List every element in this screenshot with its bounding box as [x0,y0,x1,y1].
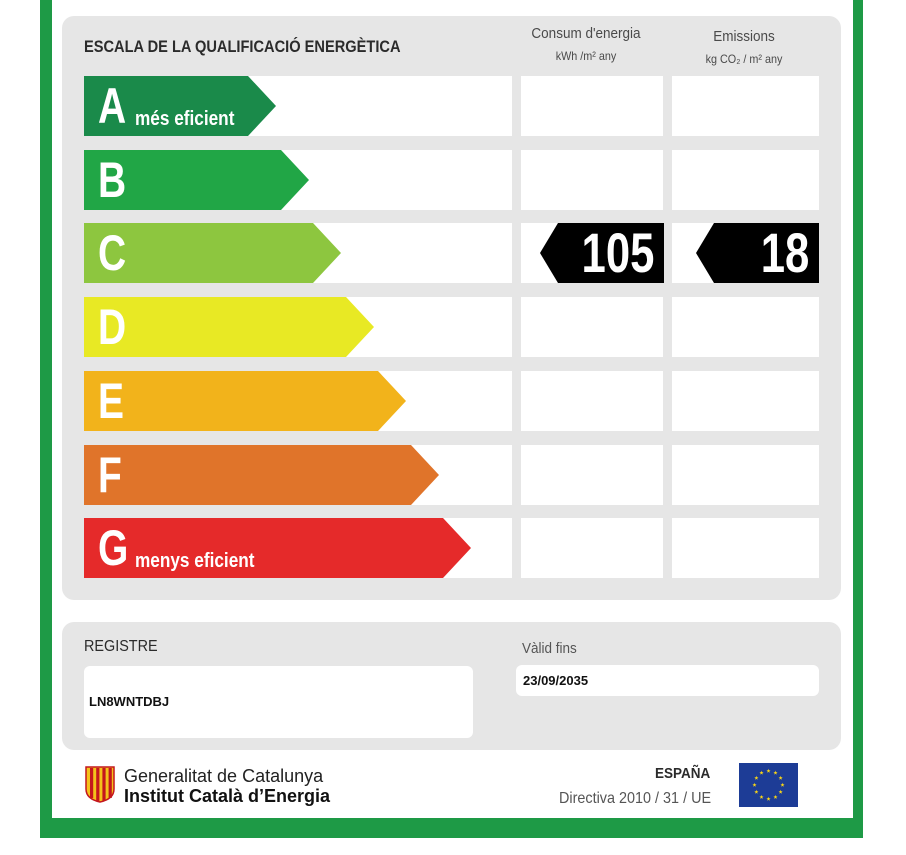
emissions-column-label: Emissions [713,28,775,45]
rating-arrow-g [84,518,471,578]
emissions-cell [672,297,819,357]
energy-column-unit: kWh /m² any [555,49,617,63]
rating-arrow-e [84,371,406,431]
rating-letter: D [98,299,127,355]
rating-letter: B [98,152,127,208]
rating-arrow-b [84,150,309,210]
emissions-value-marker [696,223,819,283]
emissions-cell [672,518,819,578]
energy-value: 105 [581,221,654,284]
energy-cell [521,445,663,505]
rating-letter: E [98,373,125,429]
rating-arrow-d [84,297,374,357]
energy-value-marker [540,223,664,283]
emissions-cell [672,76,819,136]
rating-arrow-shape [84,371,406,431]
emissions-cell [672,150,819,210]
emissions-value: 18 [760,221,809,284]
rating-letter: G [98,520,129,576]
issuer-name: Generalitat de Catalunya [124,766,324,786]
energy-cell [521,76,663,136]
scale-title: ESCALA DE LA QUALIFICACIÓ ENERGÈTICA [84,37,401,56]
eu-flag-icon [739,763,798,807]
energy-cell [521,297,663,357]
rating-arrow-a [84,76,276,136]
rating-caption: més eficient [135,108,235,130]
energy-cell [521,150,663,210]
emissions-cell [672,445,819,505]
rating-arrow-f [84,445,439,505]
validity-value: 23/09/2035 [523,673,589,688]
rating-arrow-shape [84,445,439,505]
energy-cell [521,518,663,578]
emissions-column-header [677,28,810,68]
energy-column-label: Consum d'energia [531,25,641,42]
validity-label: Vàlid fins [522,640,577,657]
energy-cell [521,371,663,431]
rating-letter: F [98,447,122,503]
rating-arrow-shape [84,297,374,357]
rating-letter: A [98,78,127,134]
country-label: ESPAÑA [655,765,711,782]
directive-label: Directiva 2010 / 31 / UE [559,790,712,807]
registry-value: LN8WNTDBJ [89,694,170,709]
institute-name: Institut Català d’Energia [124,786,331,806]
energy-column-header [523,25,649,65]
rating-letter: C [98,225,127,281]
registry-label: REGISTRE [84,638,158,655]
generalitat-logo-icon [84,765,116,803]
rating-caption: menys eficient [135,550,255,572]
emissions-column-unit: kg CO₂ / m² any [705,52,783,66]
emissions-cell [672,371,819,431]
rating-arrow-c [84,223,341,283]
